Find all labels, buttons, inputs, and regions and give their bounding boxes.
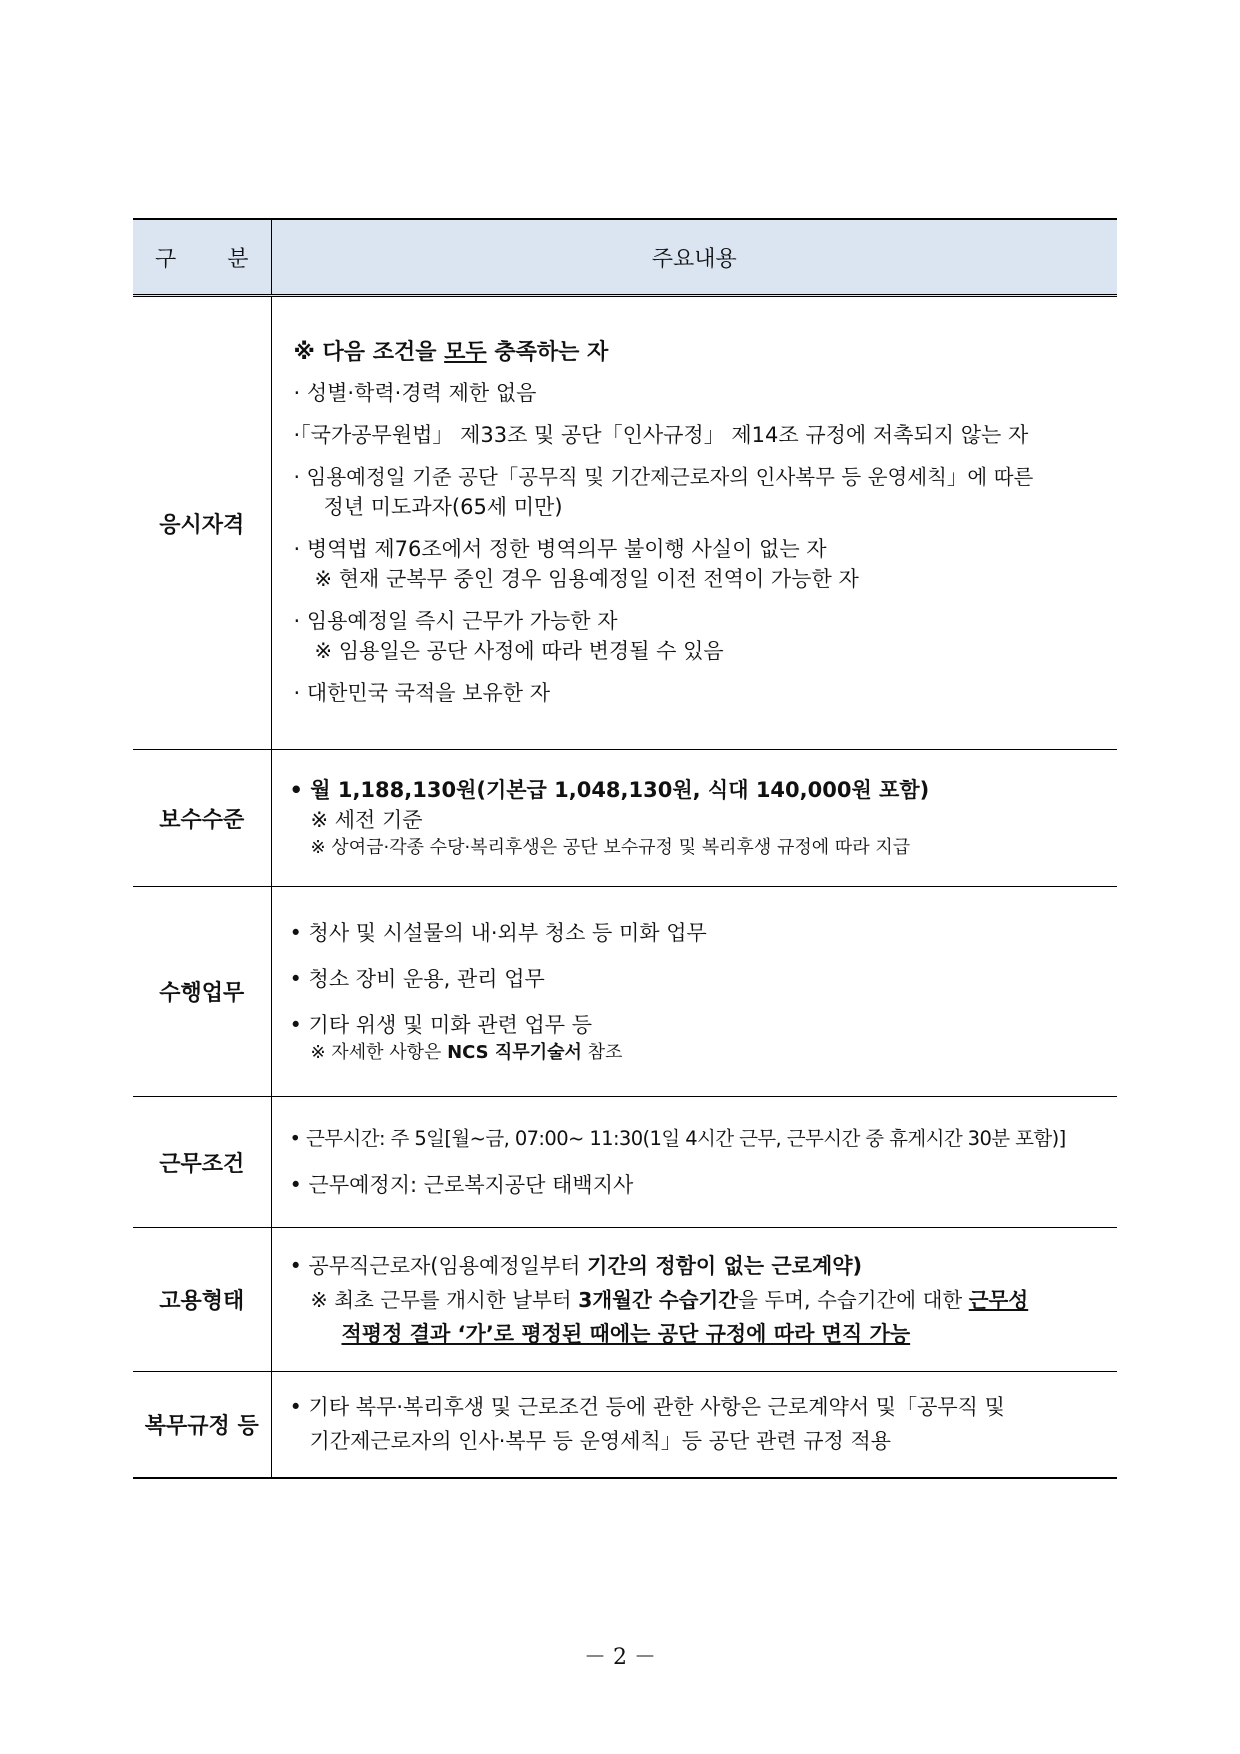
eligibility-item: · 임용예정일 기준 공단「공무직 및 기간제근로자의 인사복무 등 운영세칙」에 따른 [293, 465, 1034, 489]
employment-note: ※ 최초 근무를 개시한 날부터 3개월간 수습기간을 두며, 수습기간에 대한 근무성 [310, 1287, 1029, 1312]
salary-amount: • 월 1,188,130원(기본급 1,048,130원, 식대 140,000원 포함) [289, 778, 930, 802]
eligibility-content [271, 296, 1117, 750]
regulations-text-cont: 기간제근로자의 인사·복무 등 운영세칙」등 공단 관련 규정 적용 [309, 1429, 892, 1454]
row-duties [133, 887, 1117, 1097]
duty-item: • 기타 위생 및 미화 관련 업무 등 [289, 1012, 593, 1037]
employment-label: 고용형태 [133, 1228, 271, 1372]
header-content: 주요내용 [271, 219, 1117, 296]
duties-note: ※ 자세한 사항은 NCS 직무기술서 참조 [310, 1041, 623, 1063]
eligibility-label: 응시자격 [133, 296, 271, 750]
duties-label: 수행업무 [133, 887, 271, 1097]
employment-type: • 공무직근로자(임용예정일부터 기간의 정함이 없는 근로계약) [289, 1253, 863, 1278]
eligibility-heading: ※ 다음 조건을 모두 충족하는 자 [293, 340, 609, 365]
conditions-label: 근무조건 [133, 1097, 271, 1228]
eligibility-item-cont: 정년 미도과자(65세 미만) [323, 495, 563, 519]
header-category: 구 분 [133, 219, 271, 296]
table-header-row [133, 219, 1117, 296]
salary-note: ※ 상여금·각종 수당·복리후생은 공단 보수규정 및 복리후생 규정에 따라 지급 [310, 837, 911, 858]
page-number: － 2 － [584, 1645, 656, 1670]
eligibility-item: · 임용예정일 즉시 근무가 가능한 자 [293, 609, 618, 633]
row-employment [133, 1228, 1117, 1372]
eligibility-item: · 대한민국 국적을 보유한 자 [293, 681, 551, 705]
eligibility-item: ·「국가공무원법」 제33조 및 공단「인사규정」 제14조 규정에 저촉되지 않는 자 [293, 423, 1029, 447]
duty-item: • 청소 장비 운용, 관리 업무 [289, 966, 545, 991]
row-conditions [133, 1097, 1117, 1228]
employment-content [271, 1228, 1117, 1372]
duty-item: • 청사 및 시설물의 내·외부 청소 등 미화 업무 [289, 920, 707, 945]
salary-note: ※ 세전 기준 [310, 808, 423, 832]
row-salary [133, 750, 1117, 887]
recruitment-table [133, 218, 1117, 1479]
eligibility-item: · 성별·학력·경력 제한 없음 [293, 381, 537, 405]
regulations-text: • 기타 복무·복리후생 및 근로조건 등에 관한 사항은 근로계약서 및「공무직 및 [289, 1395, 1005, 1420]
regulations-content [271, 1372, 1117, 1478]
salary-label: 보수수준 [133, 750, 271, 887]
condition-item: • 근무시간: 주 5일[월~금, 07:00~ 11:30(1일 4시간 근무, 근무시간 중 휴게시간 30분 포함)] [289, 1127, 1066, 1150]
salary-content [271, 750, 1117, 887]
duties-content [271, 887, 1117, 1097]
employment-note-cont: 적평정 결과 ‘가’로 평정된 때에는 공단 규정에 따라 면직 가능 [341, 1321, 911, 1346]
condition-item: • 근무예정지: 근로복지공단 태백지사 [289, 1173, 634, 1197]
row-eligibility [133, 296, 1117, 750]
regulations-label: 복무규정 등 [133, 1372, 271, 1478]
conditions-content [271, 1097, 1117, 1228]
eligibility-note: ※ 현재 군복무 중인 경우 임용예정일 이전 전역이 가능한 자 [314, 567, 859, 591]
eligibility-item: · 병역법 제76조에서 정한 병역의무 불이행 사실이 없는 자 [293, 537, 827, 561]
row-regulations [133, 1372, 1117, 1478]
eligibility-note: ※ 임용일은 공단 사정에 따라 변경될 수 있음 [314, 639, 724, 663]
